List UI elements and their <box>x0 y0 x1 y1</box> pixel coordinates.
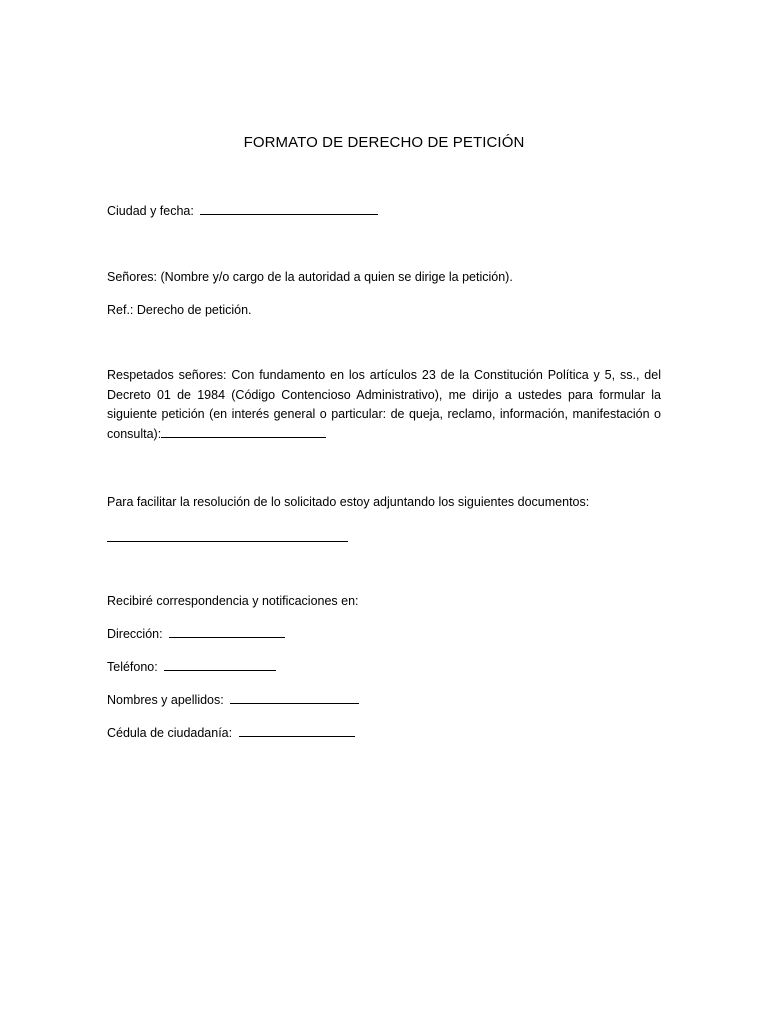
phone-blank[interactable] <box>164 658 276 671</box>
id-line <box>107 724 661 744</box>
body-paragraph-text: Respetados señores: Con fundamento en los artículos 23 de la Constitución Política y 5, ss., del Decreto 01 de 1984 (Código Contencioso Administrativo), me dirijo a ustedes para formular la siguiente petición (en interés general o particular: de queja, reclamo, información, manifestación o consulta): <box>107 368 661 441</box>
names-line <box>107 691 661 711</box>
address-label: Dirección: <box>107 627 163 641</box>
city-date-line <box>107 202 661 222</box>
addressee-line: Señores: (Nombre y/o cargo de la autoridad a quien se dirige la petición). <box>107 270 513 284</box>
phone-label: Teléfono: <box>107 660 158 674</box>
address-blank[interactable] <box>169 625 285 638</box>
city-date-blank[interactable] <box>200 202 378 215</box>
petition-blank[interactable] <box>161 425 326 438</box>
city-date-label: Ciudad y fecha: <box>107 204 194 218</box>
id-label: Cédula de ciudadanía: <box>107 726 233 740</box>
names-label: Nombres y apellidos: <box>107 693 224 707</box>
phone-line <box>107 658 661 678</box>
attachments-line: Para facilitar la resolución de lo solicitado estoy adjuntando los siguientes documentos: <box>107 495 590 509</box>
body-paragraph <box>107 366 661 444</box>
id-blank[interactable] <box>239 724 355 737</box>
names-blank[interactable] <box>230 691 359 704</box>
attachments-blank[interactable] <box>107 541 348 542</box>
notifications-line: Recibiré correspondencia y notificaciones en: <box>107 594 359 608</box>
document-title: FORMATO DE DERECHO DE PETICIÓN <box>243 134 525 151</box>
address-line <box>107 625 661 645</box>
reference-line: Ref.: Derecho de petición. <box>107 303 252 317</box>
